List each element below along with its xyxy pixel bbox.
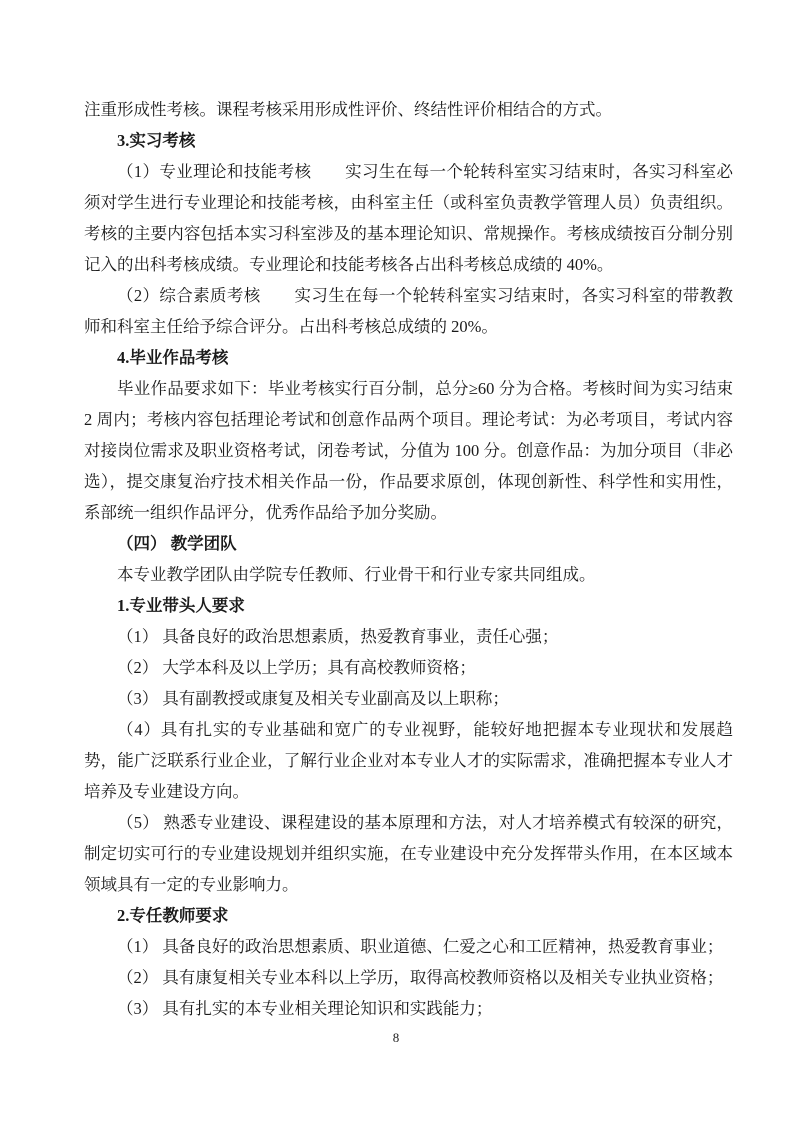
paragraph: （1） 具备良好的政治思想素质，热爱教育事业，责任心强；	[117, 627, 559, 646]
section-heading: 1.专业带头人要求	[117, 596, 245, 615]
paragraph: （2） 大学本科及以上学历；具有高校教师资格；	[117, 658, 476, 677]
paragraph: （3） 具有扎实的本专业相关理论知识和实践能力；	[117, 999, 493, 1018]
paragraph: 本专业教学团队由学院专任教师、行业骨干和行业专家共同组成。	[117, 565, 596, 584]
section-heading: 4.毕业作品考核	[117, 348, 229, 367]
paragraph: （4）具有扎实的专业基础和宽广的专业视野，能较好地把握本专业现状和发展趋势，能广泛联系行业企业，了解行业企业对本专业人才的实际需求，准确把握本专业人才培养及专业建设方向。	[84, 720, 733, 801]
page-number: 8	[392, 1030, 400, 1045]
paragraph: 注重形成性考核。课程考核采用形成性评价、终结性评价相结合的方式。	[84, 100, 612, 119]
paragraph: （2）综合素质考核 实习生在每一个轮转科室实习结束时，各实习科室的带教教师和科室主任给予综合评分。占出科考核总成绩的 20%。	[84, 286, 733, 336]
paragraph: （1） 具备良好的政治思想素质、职业道德、仁爱之心和工匠精神，热爱教育事业；	[117, 937, 724, 956]
section-heading: 3.实习考核	[117, 131, 196, 150]
paragraph: （1）专业理论和技能考核 实习生在每一个轮转科室实习结束时，各实习科室必须对学生进行专业理论和技能考核，由科室主任（或科室负责教学管理人员）负责组织。考核的主要内容包括本实习科室涉及的基本理论知识、常规操作。考核成绩按百分制分别记入的出科考核成绩。专业理论和技能考核各占出科考核总成绩的 40%。	[84, 162, 733, 274]
paragraph: （5） 熟悉专业建设、课程建设的基本原理和方法，对人才培养模式有较深的研究，制定切实可行的专业建设规划并组织实施，在专业建设中充分发挥带头作用，在本区域本领域具有一定的专业影响力。	[84, 813, 733, 894]
document-body	[84, 94, 733, 1024]
section-heading: 2.专任教师要求	[117, 906, 229, 925]
page-footer	[0, 1029, 792, 1047]
section-heading: （四） 教学团队	[117, 534, 237, 553]
paragraph: （3） 具有副教授或康复及相关专业副高及以上职称；	[117, 689, 509, 708]
paragraph: （2） 具有康复相关专业本科以上学历，取得高校教师资格以及相关专业执业资格；	[117, 968, 724, 987]
paragraph: 毕业作品要求如下：毕业考核实行百分制，总分≥60 分为合格。考核时间为实习结束 2 周内；考核内容包括理论考试和创意作品两个项目。理论考试：为必考项目，考试内容对接岗位需求及职业资格考试，闭卷考试，分值为 100 分。创意作品：为加分项目（非必选），提交康复治疗技术相关作品一份，作品要求原创，体现创新性、科学性和实用性，系部统一组织作品评分，优秀作品给予加分奖励。	[84, 379, 733, 522]
